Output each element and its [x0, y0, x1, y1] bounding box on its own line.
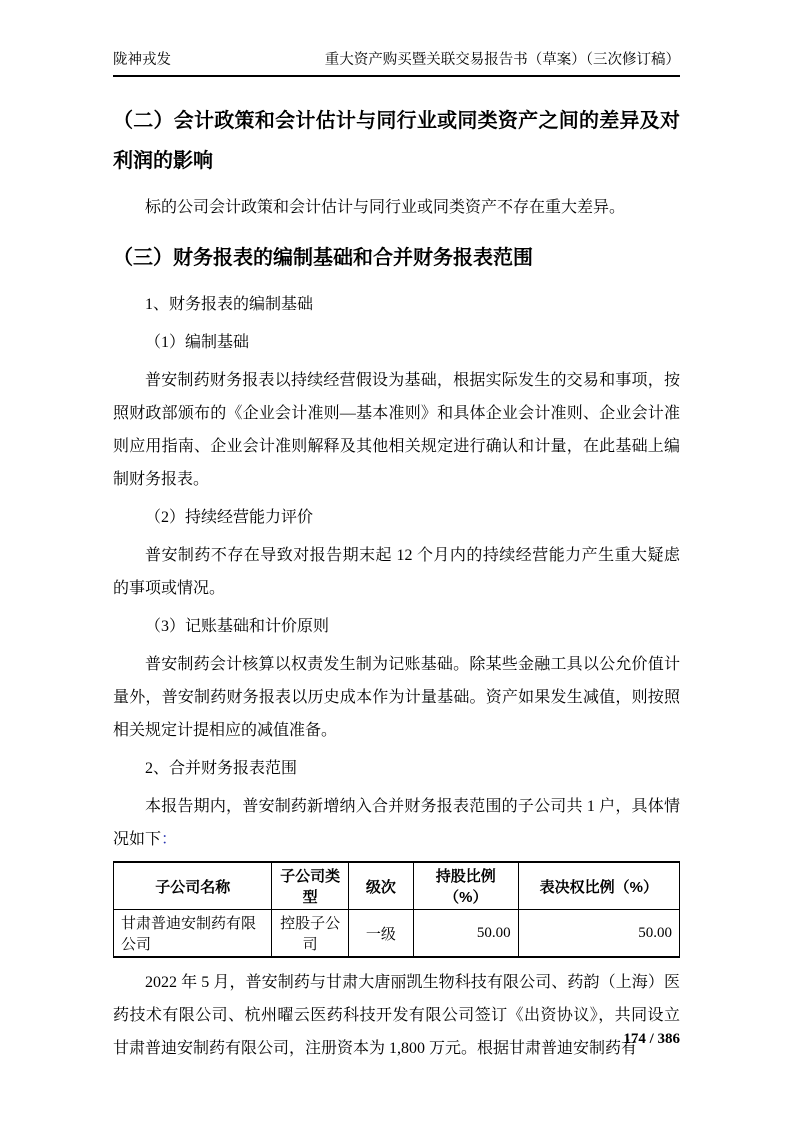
column-header-level: 级次 — [348, 862, 413, 910]
page-header — [113, 48, 680, 77]
subheading-1: 1、财务报表的编制基础 — [145, 296, 314, 313]
consolidation-scope-text: 本报告期内，普安制药新增纳入合并财务报表范围的子公司共 1 户，具体情况如下 — [113, 798, 680, 848]
column-header-subsidiary-name: 子公司名称 — [114, 862, 272, 910]
paragraph-accrual-basis: 普安制药会计核算以权责发生制为记账基础。除某些金融工具以公允价值计量外，普安制药财务报表以历史成本作为计量基础。资产如果发生减值，则按照相关规定计提相应的减值准备。 — [113, 656, 680, 739]
header-company-name: 陇神戎发 — [113, 52, 171, 68]
section-heading-2: （二）会计政策和会计估计与同行业或同类资产之间的差异及对利润的影响 — [113, 110, 680, 172]
subheading-1-2: （2）持续经营能力评价 — [145, 509, 314, 526]
paragraph-no-material-difference: 标的公司会计政策和会计估计与同行业或同类资产不存在重大差异。 — [145, 199, 626, 216]
table-header-row — [114, 862, 680, 910]
paragraph-consolidation-scope — [113, 790, 680, 856]
cell-subsidiary-type: 控股子公司 — [272, 910, 348, 958]
paragraph-preparation-basis: 普安制药财务报表以持续经营假设为基础，根据实际发生的交易和事项，按照财政部颁布的《企业会计准则—基本准则》和具体企业会计准则、企业会计准则应用指南、企业会计准则解释及其他相关规定进行确认和计量，在此基础上编制财务报表。 — [113, 372, 680, 488]
table-row — [114, 910, 680, 958]
paragraph-2022-establishment: 2022 年 5 月，普安制药与甘肃大唐丽凯生物科技有限公司、药韵（上海）医药技术有限公司、杭州曜云医药科技开发有限公司签订《出资协议》，共同设立甘肃普迪安制药有限公司，注册资本为 1,800 万元。根据甘肃普迪安制药有 — [113, 974, 680, 1057]
column-header-voting-ratio: 表决权比例（%） — [518, 862, 679, 910]
blue-colon: ： — [161, 831, 178, 848]
page-number: 174 / 386 — [623, 1031, 680, 1047]
cell-subsidiary-name: 甘肃普迪安制药有限公司 — [114, 910, 272, 958]
paragraph-going-concern: 普安制药不存在导致对报告期末起 12 个月内的持续经营能力产生重大疑虑的事项或情况。 — [113, 547, 680, 597]
cell-shareholding-ratio: 50.00 — [413, 910, 518, 958]
subsidiary-table — [113, 861, 680, 958]
subheading-1-1: （1）编制基础 — [145, 334, 250, 351]
section-heading-3: （三）财务报表的编制基础和合并财务报表范围 — [113, 247, 533, 269]
cell-voting-ratio: 50.00 — [518, 910, 679, 958]
cell-level: 一级 — [348, 910, 413, 958]
column-header-shareholding-ratio: 持股比例（%） — [413, 862, 518, 910]
header-document-title: 重大资产购买暨关联交易报告书（草案）（三次修订稿） — [324, 52, 680, 68]
column-header-subsidiary-type: 子公司类型 — [272, 862, 348, 910]
subheading-2: 2、合并财务报表范围 — [145, 760, 298, 777]
subheading-1-3: （3）记账基础和计价原则 — [145, 618, 330, 635]
